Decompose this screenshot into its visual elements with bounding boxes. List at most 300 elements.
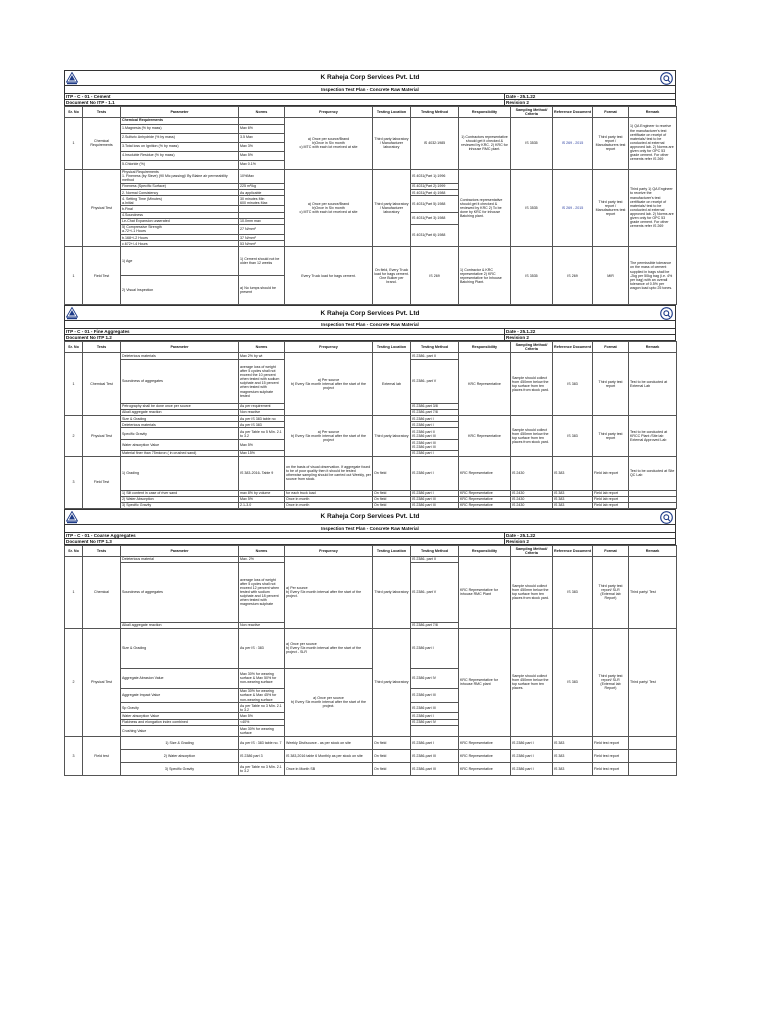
table-cell: Deleterious material xyxy=(121,556,239,562)
table-cell: Third party test report / Manufacturers test report xyxy=(593,117,629,169)
revision: Revision 2 xyxy=(506,335,529,341)
itp-date: Date - 25.1.22 xyxy=(506,94,536,99)
table-cell: Chemical Test xyxy=(83,352,121,415)
table-cell: Third party test report/ SLR (External lab Report) xyxy=(593,628,629,736)
table-cell: 4. Setting Time (Minutes) a.Initial xyxy=(121,196,239,206)
table-cell: 3 xyxy=(65,736,83,775)
table-cell: 2) Water Absorption xyxy=(121,496,239,502)
table-cell: IS 2386-part I xyxy=(411,736,459,749)
table-cell: a) Once per source b) Every Six month interval after the start of the project. xyxy=(285,668,373,736)
table-cell xyxy=(629,762,677,775)
table-cell: IS 383 xyxy=(553,556,593,628)
table-cell: IS 2386 part III xyxy=(411,496,459,502)
table-cell: IS 383 xyxy=(553,456,593,490)
table-cell: Max 30% for wearing surface & Max 45% for non-wearing surface xyxy=(239,688,285,702)
table-cell: On field xyxy=(373,736,411,749)
table-cell: 3) Specific Gravity xyxy=(121,762,239,775)
table-cell: Soundness of aggregates xyxy=(121,562,239,622)
table-row xyxy=(65,169,677,183)
table-cell: IS 269 xyxy=(411,247,459,305)
table-cell: Fineness (Specific Surface) xyxy=(121,183,239,189)
q-badge-icon xyxy=(660,307,673,320)
table-cell: max 8% by volume xyxy=(239,490,285,496)
table-cell: Le-Chat Expansion unaerated xyxy=(121,218,239,224)
table-cell: IS 2386 part IV xyxy=(411,668,459,688)
table-cell: Deleterious materials xyxy=(121,352,239,359)
table-cell: a) Once per source b) Every Six month interval after the start of the project - SLR xyxy=(285,628,373,668)
table-row xyxy=(65,352,677,359)
table-cell: KRC Representative xyxy=(459,490,511,496)
table-cell: IS 383-2016- Table 9 xyxy=(239,456,285,490)
table-cell xyxy=(629,502,677,508)
table-cell: 2) Water absorption xyxy=(121,749,239,762)
table-cell: Third party test report xyxy=(593,352,629,415)
table-cell: 53 N/mm² xyxy=(239,241,285,247)
table-cell: KRC Representative xyxy=(459,352,511,415)
table-cell: Non reactive xyxy=(239,622,285,628)
table-cell: 2 xyxy=(65,416,83,457)
table-cell: Sample should collect from 450mm below the top surface from ten places from stock yard. xyxy=(511,352,553,415)
table-cell: KRC Representative for inhouse RMC Plant xyxy=(459,556,511,628)
table-cell: 5.Chloride (%) xyxy=(121,160,239,169)
table-cell: Third party laboratory / Manufacturer laboratory xyxy=(373,169,411,247)
table-cell: Physical Test xyxy=(83,169,121,247)
table-cell: IS 4031(Part 1):1996 xyxy=(411,169,459,183)
table-cell: IS 2386 part I xyxy=(411,490,459,496)
table-cell: IS 4031(Part 3):1988 xyxy=(411,212,459,224)
table-cell: IS 2386 part III xyxy=(411,703,459,713)
table-cell: 3 xyxy=(65,456,83,508)
table-cell: 2.1-3.0 xyxy=(239,502,285,508)
table-cell: IS 269 - 2015 xyxy=(553,117,593,169)
table-cell: As per requirement xyxy=(239,403,285,409)
table-cell: On field xyxy=(373,496,411,502)
table-cell: IS 2386 part IV xyxy=(411,719,459,725)
table-cell: b.Final xyxy=(121,206,239,212)
column-header: Responsibility xyxy=(459,546,511,557)
table-cell: IS 2386 part I xyxy=(511,749,553,762)
table-cell: Max 2% by wt xyxy=(239,352,285,359)
itp-date: Date - 25.1.22 xyxy=(506,533,536,538)
table-cell: IS 2386-part 7/8 xyxy=(411,622,459,628)
table-cell: 2 xyxy=(65,628,83,736)
table-cell: Field Test xyxy=(83,456,121,508)
table-cell: IS 2386-part III xyxy=(411,762,459,775)
itp-title: Inspection Test Plan - Concrete Raw Material xyxy=(64,86,676,94)
table-cell: Test to be conducted at KRCC Plant /Site lab External Approved Lab xyxy=(629,416,677,457)
table-cell: IS 2386 part I xyxy=(411,416,459,422)
table-cell: Max 6% xyxy=(239,124,285,133)
itp-section xyxy=(64,70,676,305)
table-cell: 1) Age xyxy=(121,247,239,276)
table-cell: Size & Grading xyxy=(121,416,239,422)
column-header: Format xyxy=(593,342,629,353)
table-cell: Max 5% xyxy=(239,713,285,719)
table-cell: Third party test report / Manufacturers test report xyxy=(593,169,629,247)
column-header: Sr. No xyxy=(65,546,83,557)
itp-document xyxy=(64,70,676,776)
table-cell: 10%Max xyxy=(239,169,285,183)
table-cell: 1 xyxy=(65,352,83,415)
itp-table xyxy=(64,545,677,776)
table-cell: Max 5% xyxy=(239,496,285,502)
table-cell: Max 15% xyxy=(239,450,285,456)
table-cell: KRC Representative xyxy=(459,502,511,508)
table-cell: Non reactive xyxy=(239,409,285,415)
table-cell: IS 383 xyxy=(553,496,593,502)
table-cell: 1) Grading xyxy=(121,456,239,490)
table-cell: Max 5% xyxy=(239,151,285,160)
table-cell: IS 2386 part I xyxy=(411,450,459,456)
table-cell: KRC Representative xyxy=(459,416,511,457)
table-cell: Field Test xyxy=(83,247,121,305)
table-cell: IS 2386 part I xyxy=(411,456,459,490)
table-row xyxy=(65,456,677,490)
column-header: Sampling Method/ Criteria xyxy=(511,107,553,118)
table-cell: 3.Total loss on Ignition (% by mass) xyxy=(121,142,239,151)
column-header: Testing Location xyxy=(373,342,411,353)
column-header: Reference Document xyxy=(553,107,593,118)
table-cell: IS 2430 xyxy=(511,496,553,502)
table-cell: Weekly Dist/source - as per stock on site xyxy=(285,736,373,749)
table-cell: IS 2386- part II xyxy=(411,556,459,562)
table-cell: 1 xyxy=(65,247,83,305)
table-cell xyxy=(411,725,459,736)
table-row xyxy=(65,247,677,276)
table-cell: on the basis of visual observation. If aggregate found to be of poor quality then it should be tested otherwise sampling should be carried out Weekly, per source from stock. xyxy=(285,456,373,490)
table-cell: Chemical Requirements xyxy=(121,117,239,124)
table-cell: IS 2386 part I xyxy=(411,713,459,719)
table-cell: KRC Representative xyxy=(459,749,511,762)
table-cell: External lab xyxy=(373,352,411,415)
column-header: Parameter xyxy=(121,107,239,118)
revision: Revision 2 xyxy=(506,100,529,105)
column-header: Testing Method xyxy=(411,546,459,557)
table-cell: As per IS : 383 xyxy=(239,628,285,668)
table-cell: Once in month xyxy=(285,496,373,502)
column-header: Testing Location xyxy=(373,107,411,118)
revision: Revision 2 xyxy=(506,539,529,544)
table-cell: IS 383 xyxy=(553,628,593,736)
table-row xyxy=(65,736,677,749)
table-cell: Test to be conducted at Site QC Lab xyxy=(629,456,677,490)
table-cell: On field xyxy=(373,749,411,762)
table-cell: IS 3535 xyxy=(511,117,553,169)
table-cell: Third party/ Test xyxy=(629,556,677,628)
table-cell: IS 383 xyxy=(553,416,593,457)
table-cell xyxy=(629,749,677,762)
table-cell: Specific Gravity xyxy=(121,428,239,440)
table-cell: average loss of weight after 5 cycles shall not exceed the 10 percent when tested with sodium sulphate and 15 percent when tested with magnesium sulphate tested xyxy=(239,359,285,403)
table-cell: 30 minutes Min 600 minutes Max xyxy=(239,196,285,206)
table-cell: 2.Sulfuric Anhydride (% by mass) xyxy=(121,133,239,142)
table-cell: Physical Test xyxy=(83,416,121,457)
table-cell: 1.Magnesia (% by mass) xyxy=(121,124,239,133)
table-cell: Size & Grading xyxy=(121,628,239,668)
table-cell: Chemical Requirements xyxy=(83,117,121,169)
company-title-bar xyxy=(64,70,676,86)
table-header-row xyxy=(65,546,677,557)
table-cell: 37 N/mm² xyxy=(239,235,285,241)
table-cell: Physical Requirements 1. Fineness (by Sieve) (90 Mic passing)/ By Blaine air permeability method xyxy=(121,169,239,183)
table-cell: As per Table no 3 Min. 2.1 to 3.2 xyxy=(239,703,285,713)
itp-table xyxy=(64,106,677,305)
table-cell: 5) Compressive Strength a.72+/-1 Hours xyxy=(121,224,239,234)
table-cell: IS 2386-part III xyxy=(411,749,459,762)
table-cell: IS 3535 xyxy=(511,247,553,305)
table-cell: As per Table no 5 Min. 2.1 to 3.2 xyxy=(239,428,285,440)
q-badge-icon xyxy=(660,511,673,524)
table-cell: Sample should collect from 450mm below the top surface from ten places. xyxy=(511,628,553,736)
column-header: Norms xyxy=(239,342,285,353)
column-header: Frequency xyxy=(285,342,373,353)
table-cell: Deleterious materials xyxy=(121,422,239,428)
table-cell: Field test report xyxy=(593,762,629,775)
column-header: Remark xyxy=(629,546,677,557)
table-cell: Third party laboratory xyxy=(373,416,411,457)
column-header: Format xyxy=(593,546,629,557)
table-cell: IS 2386- part V xyxy=(411,359,459,403)
table-cell: IS 2386 part I xyxy=(411,628,459,668)
column-header: Sr. No xyxy=(65,342,83,353)
table-cell: IS 2386- part V xyxy=(411,562,459,622)
table-cell: 1 xyxy=(65,117,83,169)
table-cell: Aggregate Abrasion Value xyxy=(121,668,239,688)
column-header: Tests xyxy=(83,546,121,557)
column-header: Sr. No xyxy=(65,107,83,118)
table-cell: KRC Representative for inhouse RMC plant xyxy=(459,628,511,736)
table-cell: IS 383 xyxy=(553,490,593,496)
table-cell: IS 2386 part II IS 2386 part III xyxy=(411,428,459,440)
table-cell: Material finer than 75micron ( in crushed sand) xyxy=(121,450,239,456)
table-cell: 1) QA Engineer to receive the manufacturer's test certificate on receipt of materials/ test to be conducted at external approved lab. 2) Norms are given only for OPC 53 grade cement. For other cements refer IS 269 xyxy=(629,117,677,169)
column-header: Norms xyxy=(239,546,285,557)
table-cell: IS 383 xyxy=(553,749,593,762)
table-cell: IS 383 xyxy=(553,736,593,749)
table-cell: Max 5% xyxy=(239,440,285,450)
company-title-bar xyxy=(64,509,676,525)
itp-code: ITP - C - 01 - Fine Aggregates xyxy=(65,329,505,334)
column-header: Responsibility xyxy=(459,107,511,118)
table-cell: Max 30% for wearing surface & Max 50% for non-wearing surface xyxy=(239,668,285,688)
table-cell: IS 2386- part II xyxy=(411,352,459,359)
table-cell: Sample should collect from 450mm below the top surface from ten places from stock yard. xyxy=(511,416,553,457)
table-cell: Field lab report xyxy=(593,456,629,490)
table-cell: 2) Visual Inspection xyxy=(121,276,239,305)
table-cell: Max 3% xyxy=(239,142,285,151)
itp-code: ITP - C - 01 - Coarse Aggregates xyxy=(65,533,505,538)
table-cell: c.672+/-4 Hours xyxy=(121,241,239,247)
table-cell: IS 269 xyxy=(553,247,593,305)
document-number: Document No ITP - 1.1 xyxy=(65,100,505,105)
table-cell: IS 2430 xyxy=(511,502,553,508)
table-cell: On field xyxy=(373,490,411,496)
table-cell: 3.5 Max xyxy=(239,133,285,142)
table-cell: Third party test report/ SLR (External lab Report) xyxy=(593,556,629,628)
table-cell: Every Truck load for bags cement. xyxy=(285,247,373,305)
table-cell: IS 2430 xyxy=(511,490,553,496)
document-number: Document No ITP 1.3 xyxy=(65,539,505,544)
table-cell: IS 269 - 2015 xyxy=(553,169,593,247)
itp-section xyxy=(64,509,676,776)
company-name: K Raheja Corp Services Pvt. Ltd xyxy=(320,74,420,82)
table-cell: Third party laboratory / Manufacturer laboratory xyxy=(373,117,411,169)
table-cell: Alkali aggregate reaction xyxy=(121,409,239,415)
table-cell: 225 m²/kg xyxy=(239,183,285,189)
table-row xyxy=(65,749,677,762)
table-cell: Field lab report xyxy=(593,496,629,502)
table-cell: Contractors representative should get it checked & reviewed by KRC 2) To be done by KRC for inhouse Batching plant. xyxy=(459,169,511,247)
itp-date: Date - 25.1.22 xyxy=(506,329,536,335)
table-cell: Once in month xyxy=(285,502,373,508)
column-header: Parameter xyxy=(121,546,239,557)
table-cell: Third party laboratory xyxy=(373,628,411,736)
table-cell: Third party/ Test xyxy=(629,628,677,736)
table-cell: IS 2386 part 3 xyxy=(239,749,285,762)
table-cell: As per IS : 383 table no. 7 xyxy=(239,736,285,749)
table-cell: b.168+/-2 Hours xyxy=(121,235,239,241)
table-cell: a) Once per source/Brand b)Once in Six month c) MTC with each lot received at site xyxy=(285,117,373,169)
table-cell: IS 2386-part 7/8 xyxy=(411,409,459,415)
column-header: Parameter xyxy=(121,342,239,353)
itp-title: Inspection Test Plan - Concrete Raw Material xyxy=(64,321,676,329)
column-header: Tests xyxy=(83,342,121,353)
column-header: Testing Method xyxy=(411,342,459,353)
table-cell: As per IS 383 table no xyxy=(239,416,285,422)
table-cell: IS 2386-part 3/8 xyxy=(411,403,459,409)
table-cell: <40% xyxy=(239,719,285,725)
table-row xyxy=(65,502,677,508)
itp-code: ITP - C - 01 - Cement xyxy=(65,94,505,99)
table-cell: a) Once per source/Brand b)Once in Six month c) MTC with each lot received at site xyxy=(285,169,373,247)
table-cell: On field xyxy=(373,762,411,775)
table-cell: Water absorption Value xyxy=(121,713,239,719)
table-cell: 1) Cement should not be older than 12 weeks xyxy=(239,247,285,276)
table-cell: 1) Silt content in case of river sand xyxy=(121,490,239,496)
table-cell: Max 0.1% xyxy=(239,160,285,169)
table-cell: 10.0mm max xyxy=(239,218,285,224)
table-cell: IS 4031(Part 4):1988 xyxy=(411,190,459,196)
column-header: Reference Document xyxy=(553,342,593,353)
table-row xyxy=(65,117,677,124)
table-cell: Third party 1) QA Engineer to receive the manufacturer's test certificate on receipt of materials/ test to be conducted at external approved lab. 2) Norms are given only for OPC 53 grade cement. For other cements refer IS 269 xyxy=(629,169,677,247)
table-cell: Field lab report xyxy=(593,502,629,508)
table-cell xyxy=(65,169,83,247)
column-header: Testing Location xyxy=(373,546,411,557)
table-cell: Field lab report xyxy=(593,490,629,496)
table-cell: Water absorption Value xyxy=(121,440,239,450)
table-cell: IS 383,2016 table 6 Monthly as per stock on site xyxy=(285,749,373,762)
column-header: Tests xyxy=(83,107,121,118)
table-cell: IS 383 xyxy=(553,502,593,508)
table-cell: IS 383 xyxy=(553,352,593,415)
table-cell: Once in Month SB xyxy=(285,762,373,775)
table-cell: IS 3535 xyxy=(511,169,553,247)
table-cell: On field xyxy=(373,502,411,508)
table-cell: KRC Representative xyxy=(459,496,511,502)
table-cell: IS 2430 xyxy=(511,456,553,490)
table-cell: IS 2386 part III IS 2386 part III xyxy=(411,440,459,450)
column-header: Frequency xyxy=(285,107,373,118)
table-cell: MIR xyxy=(593,247,629,305)
table-cell: The permissible tolerance on the mass of cement supplied in bags shall be -2kg per 50kg bag (i.e. 4% per bag) with an overall tolerance of 0.5% per wagon load upto 25 tones. xyxy=(629,247,677,305)
table-cell: Field test xyxy=(83,736,121,775)
table-cell: KRC Representative xyxy=(459,736,511,749)
column-header: Sampling Method/ Criteria xyxy=(511,342,553,353)
table-cell: 1) Size & Grading xyxy=(121,736,239,749)
table-cell: 1) Contractors representative should get it checked & reviewed by KRC. 2) KRC for inhouse RMC plant. xyxy=(459,117,511,169)
table-cell: a) No lumps should be present xyxy=(239,276,285,305)
table-row xyxy=(65,628,677,668)
table-header-row xyxy=(65,342,677,353)
k-raheja-logo-icon xyxy=(66,511,78,524)
table-cell: Crushing Value xyxy=(121,725,239,736)
table-cell: IS 4031(Part 5):1988 xyxy=(411,196,459,212)
table-cell: IS 2386 part I xyxy=(511,762,553,775)
table-cell: 2. Normal Consistency xyxy=(121,190,239,196)
table-cell: for each truck load xyxy=(285,490,373,496)
column-header: Format xyxy=(593,107,629,118)
table-cell: IS 4031(Part 6):1988 xyxy=(411,224,459,247)
table-cell: Sp Gravity xyxy=(121,703,239,713)
table-cell: 3) Specific Gravity xyxy=(121,502,239,508)
table-cell: 27 N/mm² xyxy=(239,224,285,234)
table-cell: IS 4031(Part 2):1999 xyxy=(411,183,459,189)
table-cell: Field test report xyxy=(593,749,629,762)
table-cell: Flakiness and elongation index combined xyxy=(121,719,239,725)
table-cell: IS 2386 part III xyxy=(411,502,459,508)
table-cell: Aggregate Impact Value xyxy=(121,688,239,702)
table-cell: As per IS 383 xyxy=(239,422,285,428)
table-cell: As per Table no 3 Min. 2.1 to 3.2 xyxy=(239,762,285,775)
table-cell: Max. 2% xyxy=(239,556,285,562)
itp-table xyxy=(64,341,677,509)
itp-section xyxy=(64,305,676,509)
table-header-row xyxy=(65,107,677,118)
table-cell: KRC Representative xyxy=(459,456,511,490)
column-header: Responsibility xyxy=(459,342,511,353)
table-cell: average loss of weight after 5 cycles shall not exceed 12 percent when tested with sodium sulphate and 18 percent when tested with magnesium sulphate xyxy=(239,562,285,622)
column-header: Testing Method xyxy=(411,107,459,118)
table-cell: Soundness of aggregates xyxy=(121,359,239,403)
table-cell xyxy=(239,117,285,124)
table-cell: KRC Representative xyxy=(459,762,511,775)
table-cell: Physical Test xyxy=(83,628,121,736)
table-cell: Petrography shall be done once per source xyxy=(121,403,239,409)
table-cell: Field test report xyxy=(593,736,629,749)
q-badge-icon xyxy=(660,72,673,85)
itp-title: Inspection Test Plan - Concrete Raw Material xyxy=(64,525,676,533)
table-cell: a) Per source b) Every Six month interval after the start of the project xyxy=(285,416,373,457)
table-cell: IS 4032:1985 xyxy=(411,117,459,169)
table-cell: Sample should collect from 450mm below the top surface from ten places from stock yard. xyxy=(511,556,553,628)
table-cell: a) Per source b) Every Six month interval after the start of the project xyxy=(285,352,373,415)
column-header: Reference Document xyxy=(553,546,593,557)
table-cell: a) Per source b) Every Six month interval after the start of the project. xyxy=(285,556,373,628)
table-cell: Third party test report xyxy=(593,416,629,457)
company-name: K Raheja Corp Services Pvt. Ltd xyxy=(320,309,420,317)
table-cell: IS 383 xyxy=(553,762,593,775)
company-name: K Raheja Corp Services Pvt. Ltd xyxy=(320,513,420,521)
table-cell: Max 30% for wearing surface xyxy=(239,725,285,736)
table-cell: Test to be conducted at External Lab xyxy=(629,352,677,415)
document-number: Document No ITP 1.2 xyxy=(65,335,505,340)
table-cell: 1) Contractor & KRC representative 2) KRC representative for Inhouse Batching Plant. xyxy=(459,247,511,305)
table-cell: On field xyxy=(373,456,411,490)
table-cell: As applicable xyxy=(239,190,285,196)
column-header: Remark xyxy=(629,107,677,118)
k-raheja-logo-icon xyxy=(66,307,78,320)
